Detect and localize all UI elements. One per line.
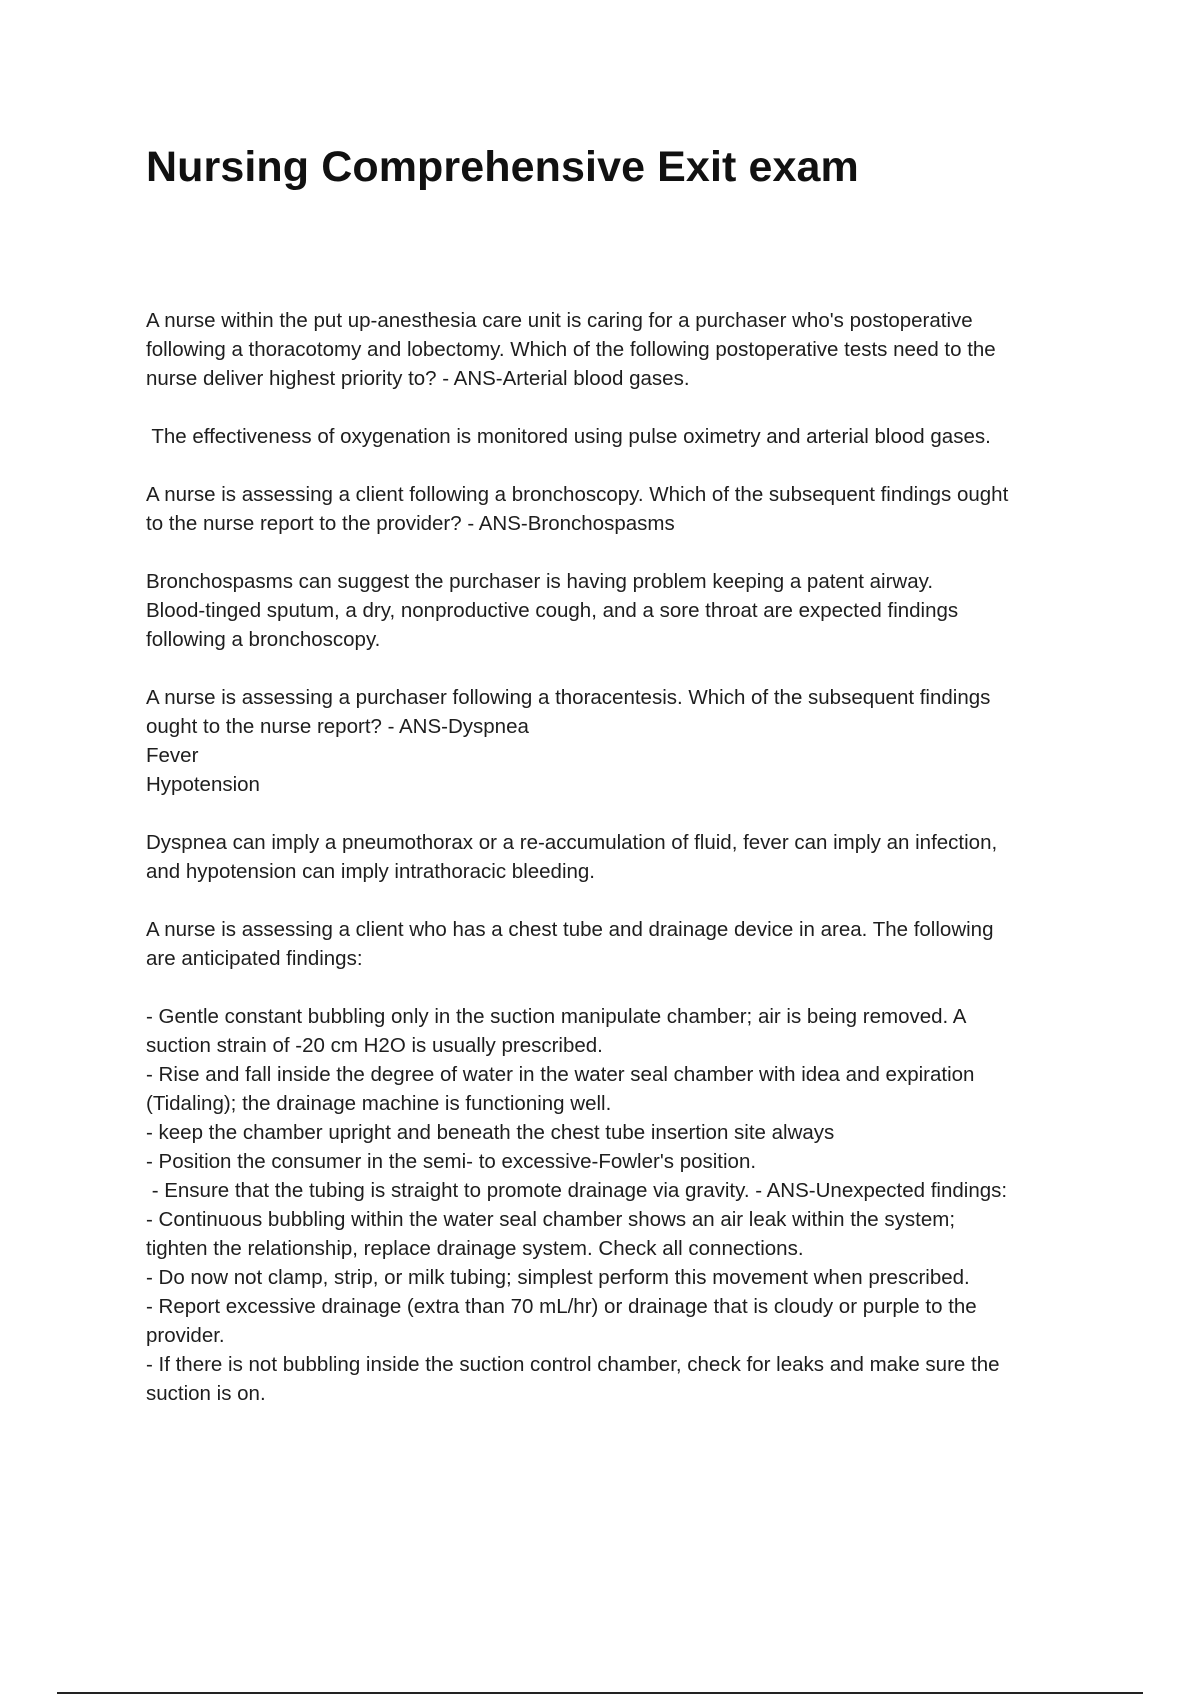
text-line: Blood-tinged sputum, a dry, nonproductive cough, and a sore throat are expected findings — [146, 599, 959, 622]
text-line: A nurse is assessing a purchaser following a thoracentesis. Which of the subsequent findings — [146, 686, 991, 709]
paragraph — [146, 828, 1086, 886]
text-line: A nurse within the put up-anesthesia care unit is caring for a purchaser who's postoperative — [146, 309, 973, 332]
text-line: to the nurse report to the provider? - ANS-Bronchospasms — [146, 512, 675, 535]
text-line: provider. — [146, 1324, 225, 1347]
text-line: suction strain of -20 cm H2O is usually prescribed. — [146, 1034, 603, 1057]
text-line: Dyspnea can imply a pneumothorax or a re-accumulation of fluid, fever can imply an infection, — [146, 831, 998, 854]
text-line: are anticipated findings: — [146, 947, 363, 970]
text-line: A nurse is assessing a client following a bronchoscopy. Which of the subsequent findings ought — [146, 483, 1009, 506]
text-line: - Do now not clamp, strip, or milk tubing; simplest perform this movement when prescribed. — [146, 1266, 970, 1289]
text-line: - Continuous bubbling within the water seal chamber shows an air leak within the system; — [146, 1208, 956, 1231]
text-line: Hypotension — [146, 773, 260, 796]
text-line: suction is on. — [146, 1382, 266, 1405]
paragraph — [146, 915, 1086, 973]
text-line: following a thoracotomy and lobectomy. Which of the following postoperative tests need to the — [146, 338, 996, 361]
text-line: A nurse is assessing a client who has a chest tube and drainage device in area. The following — [146, 918, 994, 941]
document-title: Nursing Comprehensive Exit exam — [146, 143, 859, 191]
text-line: - Report excessive drainage (extra than 70 mL/hr) or drainage that is cloudy or purple to the — [146, 1295, 977, 1318]
text-line: (Tidaling); the drainage machine is functioning well. — [146, 1092, 612, 1115]
text-line: Fever — [146, 744, 199, 767]
paragraph — [146, 480, 1086, 538]
text-line: The effectiveness of oxygenation is monitored using pulse oximetry and arterial blood gases. — [146, 425, 991, 448]
paragraph — [146, 567, 1086, 654]
text-line: - If there is not bubbling inside the suction control chamber, check for leaks and make sure the — [146, 1353, 1000, 1376]
paragraph — [146, 306, 1086, 393]
text-line: - Position the consumer in the semi- to excessive-Fowler's position. — [146, 1150, 757, 1173]
document-body — [146, 306, 1086, 1437]
text-line: following a bronchoscopy. — [146, 628, 381, 651]
text-line: - Ensure that the tubing is straight to promote drainage via gravity. - ANS-Unexpected findings: — [146, 1179, 1008, 1202]
text-line: - keep the chamber upright and beneath the chest tube insertion site always — [146, 1121, 835, 1144]
text-line: tighten the relationship, replace drainage system. Check all connections. — [146, 1237, 804, 1260]
footer-divider — [57, 1692, 1143, 1694]
paragraph — [146, 683, 1086, 799]
paragraph — [146, 1002, 1086, 1408]
paragraph — [146, 422, 1086, 451]
text-line: - Rise and fall inside the degree of water in the water seal chamber with idea and expiration — [146, 1063, 975, 1086]
text-line: ought to the nurse report? - ANS-Dyspnea — [146, 715, 529, 738]
text-line: Bronchospasms can suggest the purchaser is having problem keeping a patent airway. — [146, 570, 934, 593]
text-line: nurse deliver highest priority to? - ANS-Arterial blood gases. — [146, 367, 690, 390]
text-line: and hypotension can imply intrathoracic bleeding. — [146, 860, 595, 883]
text-line: - Gentle constant bubbling only in the suction manipulate chamber; air is being removed. A — [146, 1005, 967, 1028]
